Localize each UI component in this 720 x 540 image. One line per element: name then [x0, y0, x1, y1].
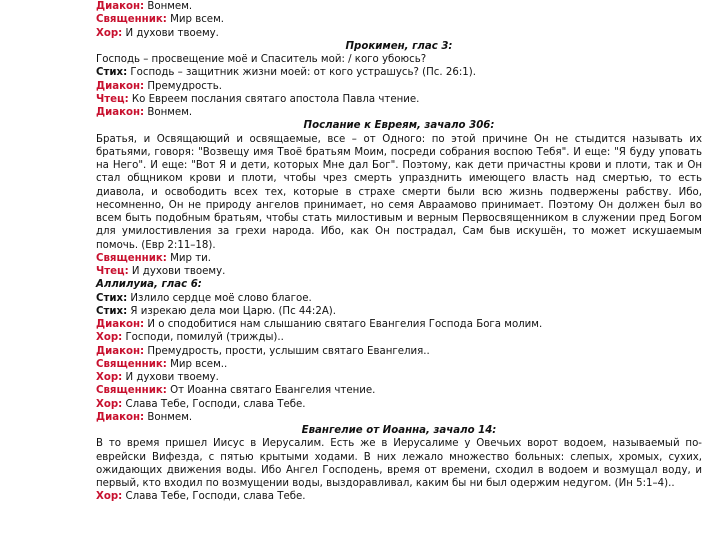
line-text: Господь – защитник жизни моей: от кого устрашусь? (Пс. 26:1).: [127, 67, 476, 79]
gospel-reading: В то время пришел Иисус в Иерусалим. Есть же в Иерусалиме у Овечьих ворот водоем, называемый по-еврейски Вифезда, с пятью крытыми ходами. В них лежало множество больных: слепых, хромых, сухих, ожидающих движения воды. Ибо Ангел Господень, время от времени, сходил в водоем и возмущал воду, и первый, кто входил по возмущении воды, выздоравливал, каким бы ни был одержим недугом. (Ин 5:1–4)..: [96, 438, 702, 489]
speaker-label: Хор:: [96, 491, 123, 503]
alleluia-and-gospel-intro: [96, 252, 702, 438]
section-heading: Прокимен, глас 3:: [345, 40, 453, 52]
liturgy-line: [96, 53, 702, 66]
liturgy-line: [96, 318, 702, 331]
section-heading: Евангелие от Иоанна, зачало 14:: [301, 425, 497, 436]
line-text: Слава Тебе, Господи, слава Тебе.: [122, 491, 306, 503]
line-text: И о сподобитися нам слышанию святаго Евангелия Господа Бога молим.: [144, 319, 543, 330]
speaker-label: Хор:: [96, 27, 123, 39]
verse-label: Стих:: [96, 292, 128, 304]
speaker-label: Диакон:: [96, 319, 145, 330]
line-text: Мир всем..: [166, 358, 228, 370]
liturgy-line: [96, 345, 702, 358]
liturgy-line: [96, 411, 702, 424]
speaker-label: Священник:: [96, 252, 167, 264]
line-text: И духови твоему.: [128, 266, 226, 277]
speaker-label: Чтец:: [96, 93, 129, 105]
line-text: Премудрость.: [144, 80, 222, 92]
line-text: Господь – просвещение моё и Спаситель мой: / кого убоюсь?: [96, 54, 427, 65]
line-text: Премудрость, прости, услышим святаго Евангелия..: [144, 345, 430, 357]
liturgy-line: [96, 292, 702, 305]
speaker-label: Священник:: [96, 358, 167, 370]
liturgy-line: [96, 384, 702, 397]
liturgy-line: [96, 27, 702, 40]
line-text: Вонмем.: [144, 1, 193, 12]
liturgy-line: [96, 358, 702, 371]
speaker-label: Диакон:: [96, 80, 145, 92]
line-text: Излило сердце моё слово благое.: [127, 292, 312, 304]
liturgical-text-page: [96, 0, 702, 540]
line-text: Господи, помилуй (трижды)..: [122, 332, 284, 344]
line-text: Ко Евреем послания святаго апостола Павла чтение.: [128, 93, 420, 105]
line-text: Я изрекаю дела мои Царю. (Пс 44:2А).: [127, 305, 336, 317]
liturgy-line: [96, 66, 702, 79]
line-text: И духови твоему.: [122, 27, 219, 39]
alleluia-heading: Аллилуиа, глас 6:: [96, 279, 202, 291]
line-text: Слава Тебе, Господи, слава Тебе.: [122, 398, 306, 410]
line-text: И духови твоему.: [122, 372, 219, 383]
speaker-label: Хор:: [96, 332, 123, 344]
line-text: Мир ти.: [166, 252, 211, 264]
liturgy-line: [96, 13, 702, 26]
speaker-label: Диакон:: [96, 1, 145, 12]
liturgy-line: [96, 0, 702, 13]
verse-label: Стих:: [96, 67, 128, 79]
speaker-label: Чтец:: [96, 266, 129, 277]
line-text: Вонмем.: [144, 411, 193, 423]
liturgy-line: [96, 265, 702, 278]
section-heading: Послание к Евреям, зачало 306:: [303, 120, 495, 132]
line-text: Вонмем.: [144, 107, 193, 118]
line-text: Мир всем.: [166, 14, 224, 26]
line-text: От Иоанна святаго Евангелия чтение.: [166, 385, 376, 397]
liturgy-line: [96, 398, 702, 411]
speaker-label: Диакон:: [96, 345, 145, 357]
speaker-label: Священник:: [96, 14, 167, 26]
liturgy-line: [96, 106, 702, 119]
liturgy-line: [96, 252, 702, 265]
speaker-label: Диакон:: [96, 107, 145, 118]
epistle-reading: Братья, и Освящающий и освящаемые, все – от Одного: по этой причине Он не стыдится называть их братьями, говоря: "Возвещу имя Твоё братьям Моим, посреди собрания воспою Тебя". И еще: "Я буду уповать на Него". И еще: "Вот Я и дети, которых Мне дал Бог". Поэтому, как дети причастны крови и плоти, так и Он стал общником крови и плоти, чтобы чрез смерть упразднить имеющего власть над смертью, то есть диавола, и освободить всех тех, которые в страхе смерти были всю жизнь подвержены рабству. Ибо, несомненно, Он не природу ангелов принимает, но семя Авраамово принимает. Поэтому Он должен был во всем быть подобным братьям, чтобы стать милостивым и верным Первосвященником в служении пред Богом для умилостивления за грехи народа. Ибо, как Он пострадал, Сам быв искушён, то может искушаемым помочь. (Евр 2:11–18).: [96, 133, 702, 251]
liturgy-line: [96, 305, 702, 318]
speaker-label: Хор:: [96, 372, 123, 383]
speaker-label: Диакон:: [96, 411, 145, 423]
speaker-label: Хор:: [96, 398, 123, 410]
liturgy-line: [96, 371, 702, 384]
closing-line: [96, 490, 702, 503]
liturgy-line: [96, 80, 702, 93]
verse-label: Стих:: [96, 305, 128, 317]
speaker-label: Священник:: [96, 385, 167, 397]
opening-dialogue: [96, 0, 702, 133]
liturgy-line: [96, 93, 702, 106]
liturgy-line: [96, 331, 702, 344]
